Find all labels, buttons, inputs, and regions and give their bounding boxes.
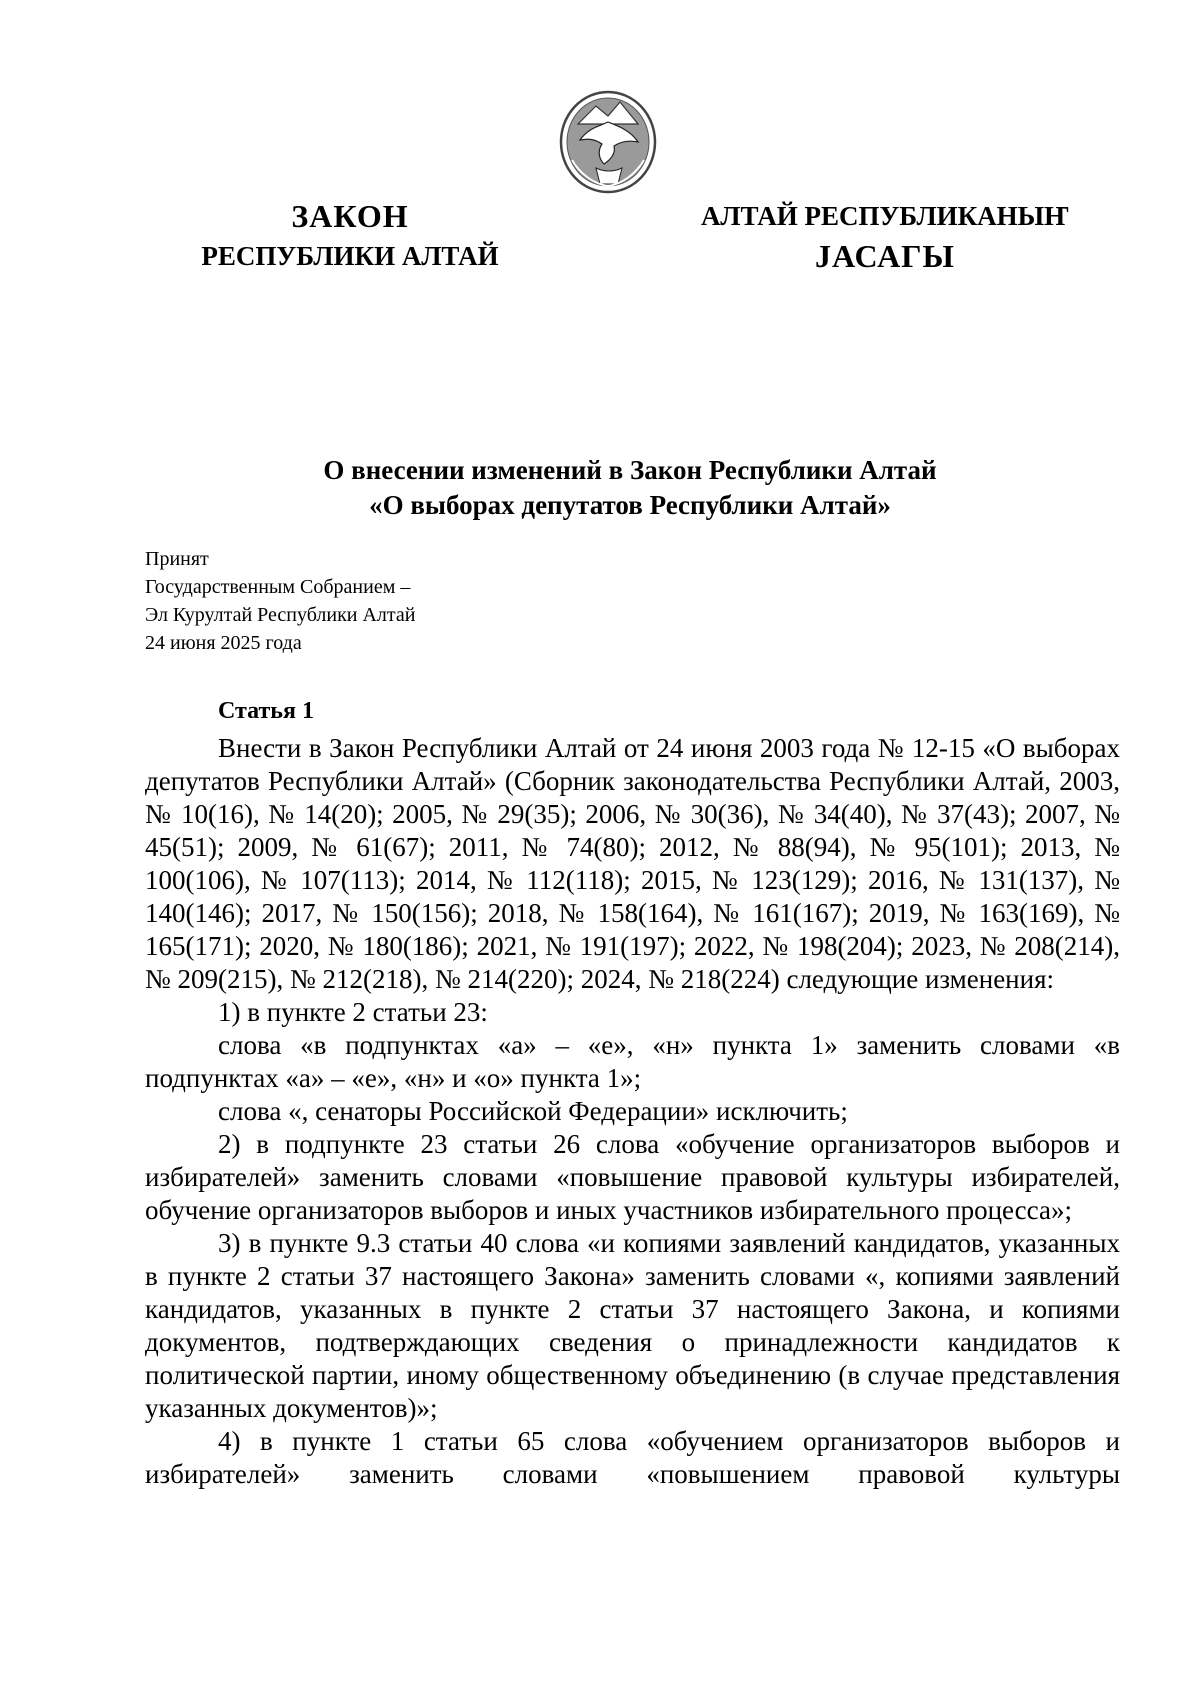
title-line-2: «О выборах депутатов Республики Алтай» [369, 490, 891, 520]
republic-label: РЕСПУБЛИКИ АЛТАЙ [201, 241, 499, 271]
coat-of-arms-emblem [558, 88, 658, 206]
paragraph: 4) в пункте 1 статьи 65 слова «обучением организаторов выборов и избирателей» заменить словами «повышением правовой культуры [145, 1426, 1120, 1489]
adoption-line-3: Эл Курултай Республики Алтай [145, 604, 416, 626]
article-heading: Статья 1 [218, 698, 314, 724]
article-body [145, 732, 1120, 1491]
law-header-altai [678, 196, 1092, 276]
paragraph: 1) в пункте 2 статьи 23: [218, 997, 488, 1027]
law-label-altai: JАСАГЫ [815, 238, 955, 274]
paragraph: Внести в Закон Республики Алтай от 24 июня 2003 года № 12-15 «О выборах депутатов Республики Алтай» (Сборник законодательства Республики Алтай, 2003, № 10(16), № 14(20); 2005, № 29(35); 2006, № 30(36), № 34(40), № 37(43); 2007, № 45(51); 2009, № 61(67); 2011, № 74(80); 2012, № 88(94), № 95(101); 2013, № 100(106), № 107(113); 2014, № 112(118); 2015, № 123(129); 2016, № 131(137), № 140(146); 2017, № 150(156); 2018, № 158(164), № 161(167); 2019, № 163(169), № 165(171); 2020, № 180(186); 2021, № 191(197); 2022, № 198(204); 2023, № 208(214), № 209(215), № 212(218), № 214(220); 2024, № 218(224) следующие изменения: [145, 733, 1120, 994]
republic-label-altai: АЛТАЙ РЕСПУБЛИКАНЫҤ [700, 201, 1070, 231]
law-title [140, 453, 1120, 523]
paragraph: слова «в подпунктах «а» – «е», «н» пункта 1» заменить словами «в подпунктах «а» – «е», «н» и «о» пункта 1»; [145, 1030, 1120, 1093]
paragraph: 3) в пункте 9.3 статьи 40 слова «и копиями заявлений кандидатов, указанных в пункте 2 статьи 37 настоящего Закона» заменить словами «, копиями заявлений кандидатов, указанных в пункте 2 статьи 37 настоящего Закона, и копиями документов, подтверждающих сведения о принадлежности кандидатов к политической партии, иному общественному объединению (в случае представления указанных документов)»; [145, 1228, 1120, 1423]
paragraph: 2) в подпункте 23 статьи 26 слова «обучение организаторов выборов и избирателей» заменить словами «повышение правовой культуры избирателей, обучение организаторов выборов и иных участников избирательного процесса»; [145, 1129, 1120, 1225]
law-header-russian [170, 196, 530, 276]
adoption-line-1: Принят [145, 548, 209, 570]
adoption-line-2: Государственным Собранием – [145, 576, 411, 598]
paragraph: слова «, сенаторы Российской Федерации» исключить; [218, 1096, 848, 1126]
adoption-date: 24 июня 2025 года [145, 632, 302, 654]
law-label: ЗАКОН [291, 198, 409, 234]
adoption-block [145, 545, 415, 657]
title-line-1: О внесении изменений в Закон Республики Алтай [323, 455, 937, 485]
